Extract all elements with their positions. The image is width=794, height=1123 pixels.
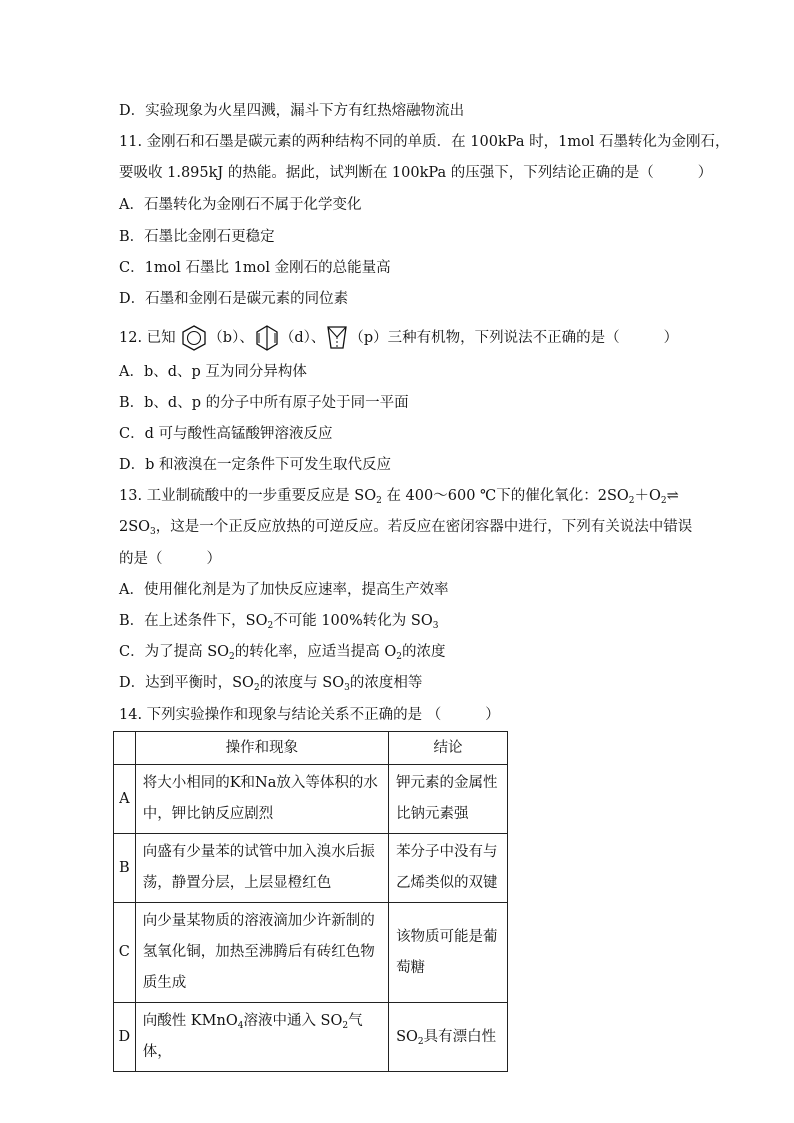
q12-option-b: B．b、d、p 的分子中所有原子处于同一平面	[119, 395, 409, 411]
row-conclusion: $SO_2$具有漂白性	[389, 1003, 508, 1072]
q13-option-b: B．在上述条件下，$SO_2$不可能 100%转化为 $SO_3$	[119, 613, 439, 631]
q11-option-d: D．石墨和金刚石是碳元素的同位素	[119, 291, 349, 307]
table-header-blank	[114, 732, 136, 765]
table-header-conclusion: 结论	[389, 732, 508, 765]
q10-option-d: D．实验现象为火星四溅，漏斗下方有红热熔融物流出	[119, 103, 465, 119]
q12-stem: 12. 已知 （b）、 （d）、 （p）三种有机物，下列说法不正确的是（ ）	[119, 324, 678, 352]
q13-stem-line2: $2SO_3$，这是一个正反应放热的可逆反应。若反应在密闭容器中进行，下列有关说法中错误	[119, 519, 693, 537]
benzene-structure-icon	[180, 324, 208, 352]
table-row	[114, 903, 508, 1003]
row-conclusion: 苯分子中没有与 乙烯类似的双键	[389, 834, 508, 903]
dewar-benzene-structure-icon	[254, 324, 280, 352]
q12-option-d: D．b 和液溴在一定条件下可发生取代反应	[119, 457, 392, 473]
q13-stem-line3: 的是（ ）	[119, 551, 221, 567]
q11-option-a: A．石墨转化为金刚石不属于化学变化	[119, 197, 362, 213]
row-label: B	[114, 834, 136, 903]
table-header-operation: 操作和现象	[135, 732, 388, 765]
q12-option-a: A．b、d、p 互为同分异构体	[119, 364, 307, 380]
q13-option-d: D．达到平衡时，$SO_2$的浓度与 $SO_3$的浓度相等	[119, 675, 423, 693]
row-conclusion: 钾元素的金属性 比钠元素强	[389, 765, 508, 834]
row-label: C	[114, 903, 136, 1003]
q11-stem-line1: 11. 金刚石和石墨是碳元素的两种结构不同的单质．在 100kPa 时，1mol 石墨转化为金刚石，	[119, 134, 730, 150]
q14-stem: 14. 下列实验操作和现象与结论关系不正确的是 （ ）	[119, 707, 500, 723]
q13-option-c: C．为了提高 $SO_2$的转化率，应适当提高 $O_2$的浓度	[119, 644, 446, 662]
experiment-table	[113, 731, 508, 1072]
q11-stem-line2: 要吸收 1.895kJ 的热能。据此，试判断在 100kPa 的压强下，下列结论正确的是（ ）	[119, 165, 713, 181]
equilibrium-arrow-icon: ⇌	[666, 488, 679, 504]
q11-option-c: C．1mol 石墨比 1mol 金刚石的总能量高	[119, 260, 391, 276]
row-label: D	[114, 1003, 136, 1072]
row-conclusion: 该物质可能是葡 萄糖	[389, 903, 508, 1003]
row-operation: 向少量某物质的溶液滴加少许新制的 氢氧化铜，加热至沸腾后有砖红色物 质生成	[135, 903, 388, 1003]
table-header-row	[114, 732, 508, 765]
row-operation: 向酸性 KMnO$_4$溶液中通入 $SO_2$气体，	[135, 1003, 388, 1072]
q13-stem-line1: 13. 工业制硫酸中的一步重要反应是 $SO_2$ 在 400～600 ℃下的催化氧化：$2SO_2+O_2\rightleftharpoons$	[119, 488, 679, 506]
table-row	[114, 765, 508, 834]
row-operation: 将大小相同的K和Na放入等体积的水 中，钾比钠反应剧烈	[135, 765, 388, 834]
q11-option-b: B．石墨比金刚石更稳定	[119, 229, 275, 245]
q12-option-c: C．d 可与酸性高锰酸钾溶液反应	[119, 426, 333, 442]
prismane-structure-icon	[325, 324, 349, 352]
row-operation: 向盛有少量苯的试管中加入溴水后振 荡，静置分层，上层显橙红色	[135, 834, 388, 903]
table-row	[114, 1003, 508, 1072]
table-row	[114, 834, 508, 903]
row-label: A	[114, 765, 136, 834]
q13-option-a: A．使用催化剂是为了加快反应速率，提高生产效率	[119, 582, 449, 598]
